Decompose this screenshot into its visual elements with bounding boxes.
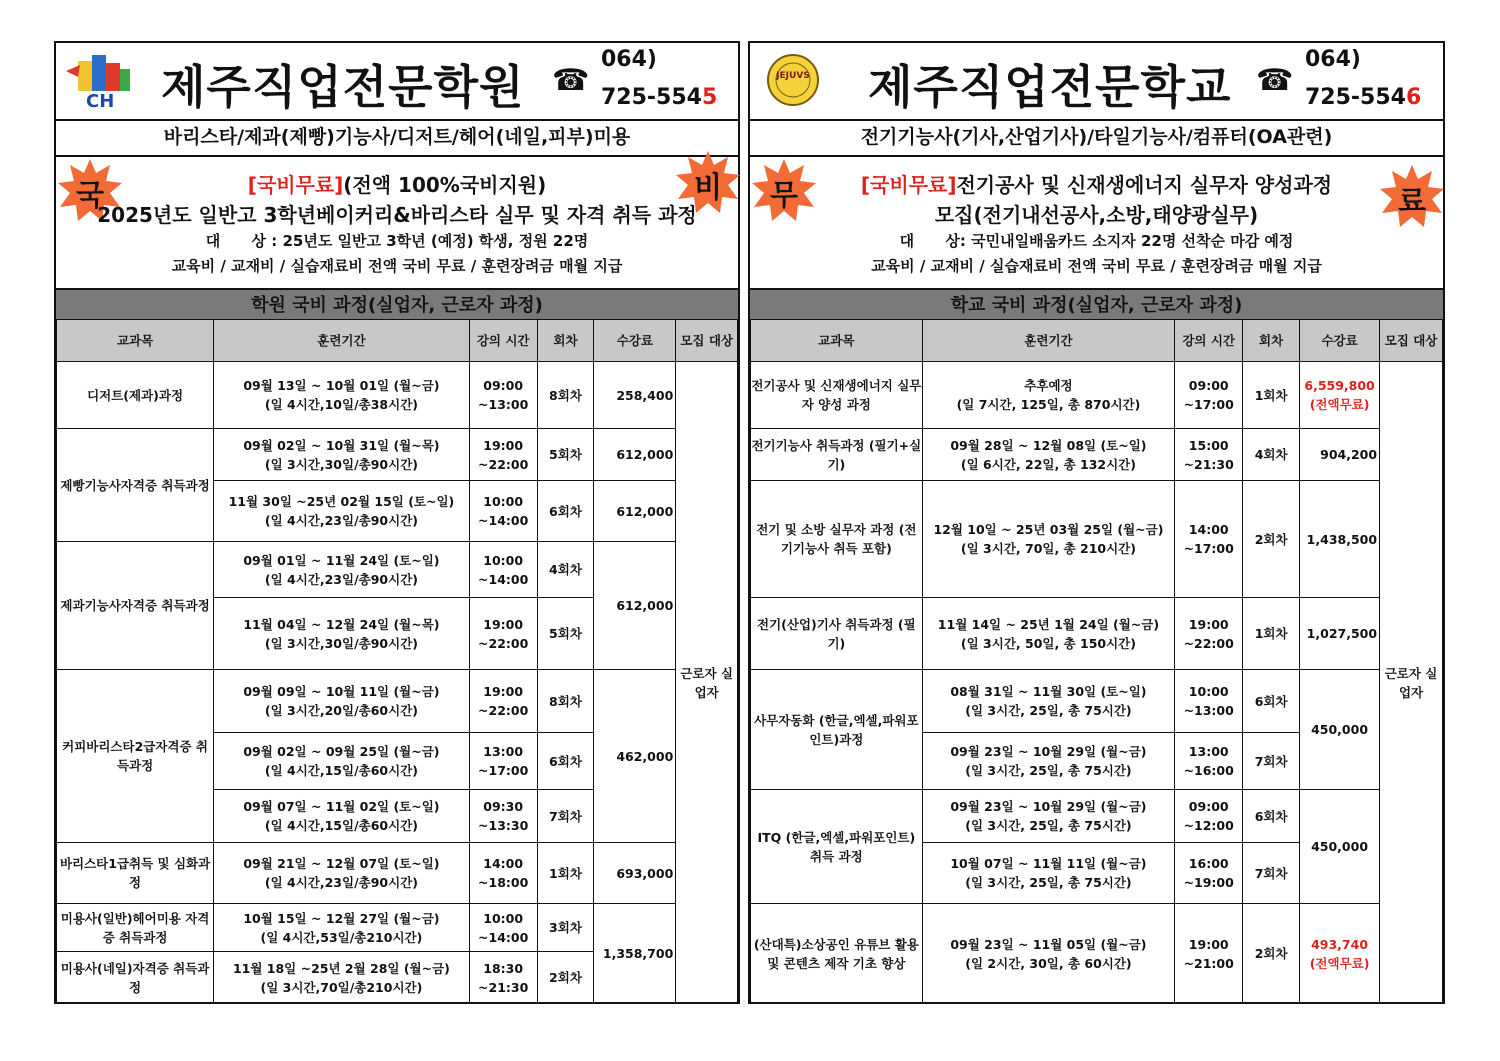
- table-cell: 09월 02일 ~ 09월 25일 (월~금): [243, 744, 440, 759]
- telephone-icon: ☎: [1256, 63, 1294, 98]
- table-cell: (일 7시간, 125일, 총 870시간): [956, 397, 1141, 412]
- table-cell: ~16:00: [1183, 763, 1234, 778]
- promo-line-3: 대 상 : 25년도 일반고 3학년 (예정) 학생, 정원 22명: [205, 232, 589, 250]
- table-cell: 19:00: [483, 616, 524, 632]
- table-row: [57, 542, 738, 598]
- table-cell: 제빵기능사자격증 취득과정: [57, 429, 214, 542]
- telephone-icon: ☎: [552, 63, 590, 98]
- table-cell: ITQ (한글,엑셀,파워포인트) 취득 과정: [751, 790, 923, 904]
- starburst-icon: 비: [676, 151, 740, 215]
- table-cell: 5회차: [537, 429, 594, 481]
- table-cell: (일 4시간,23일/총90시간): [264, 571, 418, 587]
- table-row: [751, 481, 1443, 598]
- table-cell: (일 4시간,23일/총90시간): [264, 875, 418, 890]
- table-cell: 6회차: [537, 481, 594, 542]
- table-cell: ~17:00: [1183, 397, 1234, 412]
- table-cell: (일 3시간, 50일, 총 150시간): [960, 635, 1136, 651]
- section-title: 학교 국비 과정(실업자, 근로자 과정): [750, 288, 1443, 321]
- school-phone-prefix: 064): [1305, 47, 1361, 72]
- school-title: 제주직업전문학교: [868, 60, 1232, 114]
- col-period: 훈련기간: [922, 320, 1175, 362]
- academy-logo: [66, 51, 138, 113]
- table-cell: 14:00: [483, 856, 524, 871]
- col-period: 훈련기간: [214, 320, 470, 362]
- table-cell: 6,559,800: [1304, 378, 1375, 393]
- table-cell: 14:00: [1188, 522, 1229, 537]
- table-cell: 09월 23일 ~ 11월 05일 (월~금): [950, 936, 1147, 952]
- table-cell: 6회차: [1243, 670, 1300, 733]
- table-cell: 09월 13일 ~ 10월 01일 (월~금): [243, 378, 440, 393]
- table-cell: 미용사(일반)헤어미용 자격증 취득과정: [57, 904, 214, 952]
- table-cell: 10월 15일 ~ 12월 27일 (월~금): [243, 910, 440, 926]
- table-cell: 7회차: [537, 790, 594, 843]
- table-row: [751, 670, 1443, 733]
- table-cell: (전액무료): [1309, 397, 1370, 412]
- table-cell: 11월 18일 ~25년 2월 28일 (월~금): [232, 960, 450, 976]
- table-cell: ~18:00: [478, 875, 529, 890]
- table-cell: 11월 04일 ~ 12월 24일 (월~목): [243, 616, 440, 632]
- table-cell: (일 3시간, 25일, 총 75시간): [965, 763, 1132, 778]
- school-panel: [748, 41, 1445, 1004]
- target-cell: 근로자 실업자: [676, 362, 738, 1004]
- table-cell: ~22:00: [478, 635, 529, 651]
- starburst-icon: 료: [1380, 165, 1444, 229]
- table-cell: ~21:00: [1183, 955, 1234, 971]
- table-cell: 4회차: [537, 542, 594, 598]
- table-cell: 09월 09일 ~ 10월 11일 (월~금): [243, 684, 440, 699]
- table-cell: 462,000: [594, 670, 676, 843]
- table-header-row: [751, 320, 1443, 362]
- col-subject: 교과목: [751, 320, 923, 362]
- table-cell: 09:30: [483, 799, 524, 814]
- table-cell: 09월 02일 ~ 10월 31일 (월~목): [243, 437, 440, 453]
- academy-logo-text: CH: [86, 91, 115, 112]
- table-cell: 18:30: [483, 960, 524, 976]
- table-cell: 미용사(네일)자격증 취득과정: [57, 952, 214, 1004]
- table-cell: 09월 01일 ~ 11월 24일 (토~일): [243, 552, 440, 568]
- table-row: [57, 670, 738, 733]
- promo-line-1: [국비무료](전액 100%국비지원): [247, 173, 547, 197]
- table-cell: 19:00: [483, 684, 524, 699]
- table-cell: (일 6시간, 22일, 총 132시간): [960, 456, 1136, 472]
- school-header: [750, 43, 1443, 121]
- table-cell: 1회차: [1243, 362, 1300, 429]
- table-cell: 09월 21일 ~ 12월 07일 (토~일): [243, 856, 440, 871]
- table-cell: 3회차: [537, 904, 594, 952]
- target-cell: 근로자 실업자: [1380, 362, 1443, 1004]
- col-time: 강의 시간: [1175, 320, 1243, 362]
- table-cell: 10:00: [483, 910, 524, 926]
- table-cell: 1,027,500: [1300, 598, 1380, 670]
- academy-course-table: [56, 319, 738, 1004]
- table-cell: 6회차: [537, 733, 594, 790]
- table-cell: 10월 07일 ~ 11월 11일 (월~금): [950, 856, 1147, 871]
- table-cell: 16:00: [1188, 856, 1229, 871]
- academy-title: 제주직업전문학원: [161, 60, 525, 114]
- table-cell: ~13:30: [478, 818, 529, 833]
- table-cell: (일 4시간,53일/총210시간): [260, 929, 423, 945]
- table-cell: 09월 07일 ~ 11월 02일 (토~일): [243, 799, 440, 814]
- table-cell: (일 4시간,15일/총60시간): [264, 763, 418, 778]
- table-cell: 493,740: [1311, 936, 1369, 952]
- table-cell: ~17:00: [478, 763, 529, 778]
- table-cell: 19:00: [1188, 936, 1229, 952]
- school-phone-number: 725-5546: [1305, 85, 1422, 110]
- table-cell: 612,000: [594, 542, 676, 670]
- table-cell: ~22:00: [478, 456, 529, 472]
- table-cell: 693,000: [594, 843, 676, 904]
- school-logo-text: JEJUVS: [776, 71, 810, 81]
- table-cell: (일 4시간,10일/총38시간): [264, 397, 418, 412]
- table-cell: ~12:00: [1183, 818, 1234, 833]
- school-subtitle: 전기기능사(기사,산업기사)/타일기능사/컴퓨터(OA관련): [750, 119, 1443, 157]
- table-cell: (산대특)소상공인 유튜브 활용 및 콘텐츠 제작 기초 향상: [751, 904, 923, 1004]
- col-target: 모집 대상: [1380, 320, 1443, 362]
- table-cell: 전기(산업)기사 취득과정 (필기): [751, 598, 923, 670]
- table-cell: ~21:30: [1183, 456, 1234, 472]
- table-cell: 11월 30일 ~25년 02월 15일 (토~일): [228, 494, 455, 509]
- table-cell: 8회차: [537, 670, 594, 733]
- school-promo: [750, 155, 1443, 288]
- table-row: [57, 429, 738, 481]
- table-row: [751, 429, 1443, 481]
- table-cell: ~22:00: [478, 703, 529, 718]
- table-cell: (일 3시간, 25일, 총 75시간): [965, 818, 1132, 833]
- table-cell: 13:00: [483, 744, 524, 759]
- table-cell: 1,358,700: [594, 904, 676, 1004]
- table-cell: 2회차: [1243, 904, 1300, 1004]
- table-cell: 904,200: [1300, 429, 1380, 481]
- table-cell: 전기공사 및 신재생에너지 실무자 양성 과정: [751, 362, 923, 429]
- table-cell: (일 3시간,30일/총90시간): [264, 456, 418, 472]
- table-row: [57, 843, 738, 904]
- promo-line-3: 대 상: 국민내일배움카드 소지자 22명 선착순 마감 예정: [899, 232, 1294, 250]
- table-cell: 10:00: [483, 494, 524, 509]
- table-cell: (일 3시간, 25일, 총 75시간): [965, 703, 1132, 718]
- table-cell: 7회차: [1243, 733, 1300, 790]
- table-cell: ~22:00: [1183, 635, 1234, 651]
- col-time: 강의 시간: [469, 320, 537, 362]
- table-cell: 10:00: [483, 552, 524, 568]
- table-row: [751, 598, 1443, 670]
- table-cell: 8회차: [537, 362, 594, 429]
- table-row: [751, 790, 1443, 843]
- table-cell: 1회차: [537, 843, 594, 904]
- col-fee: 수강료: [1300, 320, 1380, 362]
- table-cell: 612,000: [594, 429, 676, 481]
- table-cell: ~14:00: [478, 571, 529, 587]
- promo-line-2: 모집(전기내선공사,소방,태양광실무): [934, 203, 1259, 227]
- table-cell: 추후예정: [1024, 378, 1073, 393]
- table-row: [751, 904, 1443, 1004]
- table-cell: 6회차: [1243, 790, 1300, 843]
- table-cell: 사무자동화 (한글,엑셀,파워포인트)과정: [751, 670, 923, 790]
- table-cell: 1회차: [1243, 598, 1300, 670]
- academy-subtitle: 바리스타/제과(제빵)기능사/디저트/헤어(네일,피부)미용: [56, 119, 738, 157]
- table-cell: 4회차: [1243, 429, 1300, 481]
- table-cell: 2회차: [537, 952, 594, 1004]
- table-cell: (전액무료): [1309, 955, 1370, 971]
- table-cell: 바리스타1급취득 및 심화과정: [57, 843, 214, 904]
- academy-promo: [56, 155, 738, 288]
- table-cell: 제과기능사자격증 취득과정: [57, 542, 214, 670]
- academy-panel: [54, 41, 740, 1004]
- table-cell: 612,000: [594, 481, 676, 542]
- table-cell: ~14:00: [478, 929, 529, 945]
- table-cell: 2회차: [1243, 481, 1300, 598]
- table-cell: (일 3시간,20일/총60시간): [264, 703, 418, 718]
- col-round: 회차: [537, 320, 594, 362]
- table-cell: 09월 23일 ~ 10월 29일 (월~금): [950, 799, 1147, 814]
- table-cell: (일 4시간,23일/총90시간): [264, 513, 418, 528]
- table-cell: 450,000: [1300, 670, 1380, 790]
- table-cell: 15:00: [1188, 437, 1229, 453]
- table-cell: 08월 31일 ~ 11월 30일 (토~일): [950, 684, 1147, 699]
- table-cell: ~14:00: [478, 513, 529, 528]
- table-cell: 11월 14일 ~ 25년 1월 24일 (월~금): [937, 616, 1160, 632]
- table-cell: 전기 및 소방 실무자 과정 (전기기능사 취득 포함): [751, 481, 923, 598]
- starburst-icon: 국: [58, 159, 122, 223]
- col-subject: 교과목: [57, 320, 214, 362]
- table-cell: 09월 23일 ~ 10월 29일 (월~금): [950, 744, 1147, 759]
- table-row: [751, 362, 1443, 429]
- academy-phone-prefix: 064): [601, 47, 657, 72]
- table-cell: (일 3시간,70일/총210시간): [260, 979, 423, 995]
- table-cell: (일 4시간,15일/총60시간): [264, 818, 418, 833]
- table-cell: 1,438,500: [1300, 481, 1380, 598]
- table-cell: 09:00: [1188, 378, 1229, 393]
- table-cell: 디저트(제과)과정: [57, 362, 214, 429]
- table-cell: (일 3시간, 70일, 총 210시간): [960, 541, 1136, 556]
- table-cell: ~13:00: [478, 397, 529, 412]
- table-cell: 5회차: [537, 598, 594, 670]
- promo-line-2: 2025년도 일반고 3학년베이커리&바리스타 실무 및 자격 취득 과정: [97, 203, 697, 227]
- col-round: 회차: [1243, 320, 1300, 362]
- promo-line-4: 교육비 / 교재비 / 실습재료비 전액 국비 무료 / 훈련장려금 매월 지급: [871, 257, 1322, 275]
- table-cell: (일 2시간, 30일, 총 60시간): [965, 955, 1132, 971]
- table-cell: 10:00: [1188, 684, 1229, 699]
- col-fee: 수강료: [594, 320, 676, 362]
- table-cell: 450,000: [1300, 790, 1380, 904]
- table-cell: 258,400: [594, 362, 676, 429]
- promo-line-4: 교육비 / 교재비 / 실습재료비 전액 국비 무료 / 훈련장려금 매월 지급: [171, 257, 623, 275]
- table-cell: ~13:00: [1183, 703, 1234, 718]
- table-cell: (일 3시간, 25일, 총 75시간): [965, 875, 1132, 890]
- academy-phone-number: 725-5545: [601, 85, 718, 110]
- academy-header: [56, 43, 738, 121]
- table-cell: 커피바리스타2급자격증 취득과정: [57, 670, 214, 843]
- table-row: [57, 904, 738, 952]
- starburst-icon: 무: [752, 159, 816, 223]
- table-cell: ~21:30: [478, 979, 529, 995]
- table-cell: ~19:00: [1183, 875, 1234, 890]
- table-cell: ~17:00: [1183, 541, 1234, 556]
- promo-line-1: [국비무료]전기공사 및 신재생에너지 실무자 양성과정: [860, 173, 1333, 197]
- school-logo: [766, 53, 820, 107]
- table-cell: 09:00: [1188, 799, 1229, 814]
- table-header-row: [57, 320, 738, 362]
- section-title: 학원 국비 과정(실업자, 근로자 과정): [56, 288, 738, 321]
- table-cell: 19:00: [1188, 616, 1229, 632]
- table-cell: 전기기능사 취득과정 (필기+실기): [751, 429, 923, 481]
- table-cell: 19:00: [483, 437, 524, 453]
- table-cell: 09월 28일 ~ 12월 08일 (토~일): [950, 437, 1147, 453]
- table-cell: 7회차: [1243, 843, 1300, 904]
- table-row: [57, 362, 738, 429]
- table-cell: (일 3시간,30일/총90시간): [264, 635, 418, 651]
- table-cell: 13:00: [1188, 744, 1229, 759]
- school-course-table: [750, 319, 1443, 1004]
- table-cell: 09:00: [483, 378, 524, 393]
- table-cell: 12월 10일 ~ 25년 03월 25일 (월~금): [933, 522, 1164, 537]
- col-target: 모집 대상: [676, 320, 738, 362]
